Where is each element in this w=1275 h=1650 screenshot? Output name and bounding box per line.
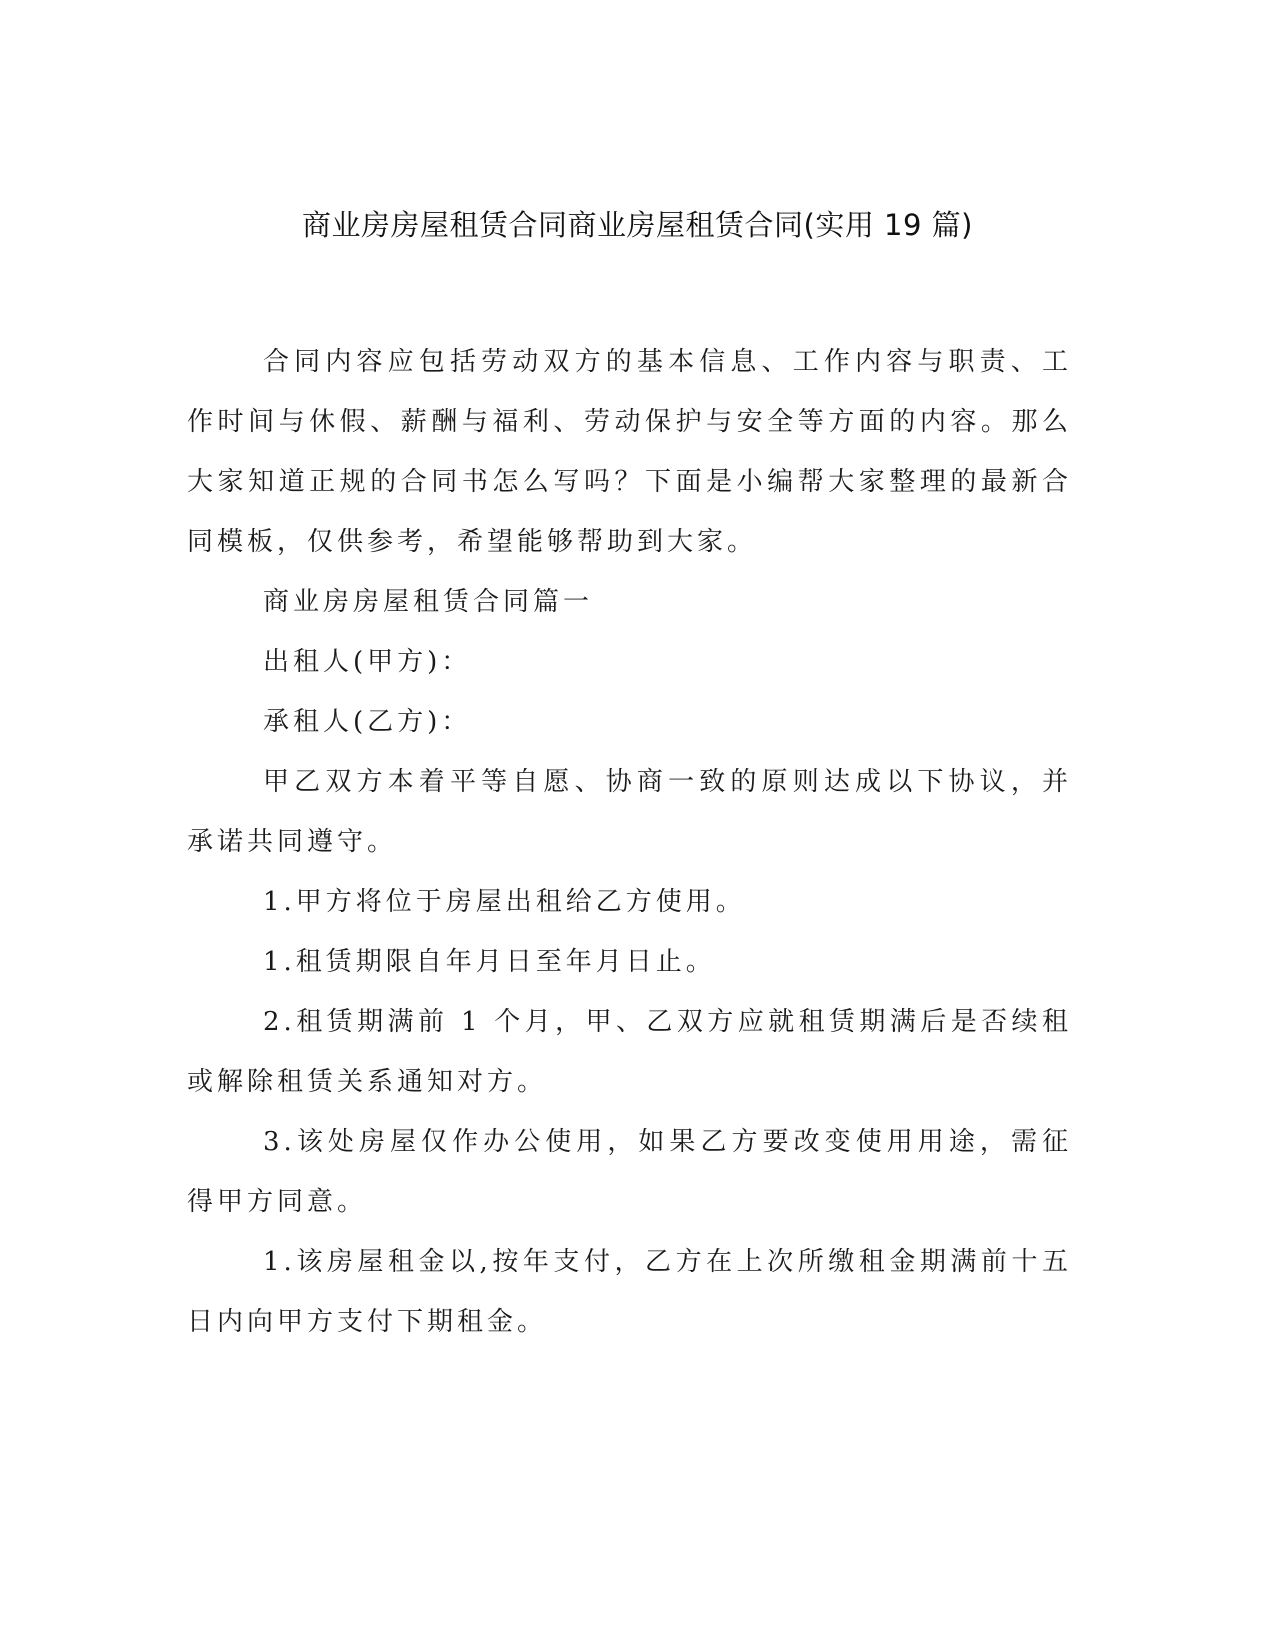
agreement-paragraph: 甲乙双方本着平等自愿、协商一致的原则达成以下协议，并承诺共同遵守。 [187, 767, 1072, 857]
clause-paragraph: 2.租赁期满前 1 个月，甲、乙双方应就租赁期满后是否续租或解除租赁关系通知对方。 [187, 1007, 1072, 1097]
clause-paragraph: 1.租赁期限自年月日至年月日止。 [263, 947, 716, 977]
section-heading: 商业房房屋租赁合同篇一 [263, 587, 594, 617]
document-body [187, 332, 1072, 1352]
clause-paragraph: 1.甲方将位于房屋出租给乙方使用。 [263, 887, 746, 917]
intro-paragraph: 合同内容应包括劳动双方的基本信息、工作内容与职责、工作时间与休假、薪酬与福利、劳动保护与安全等方面的内容。那么大家知道正规的合同书怎么写吗？下面是小编帮大家整理的最新合同模板，仅供参考，希望能够帮助到大家。 [187, 347, 1072, 557]
clause-paragraph: 3.该处房屋仅作办公使用，如果乙方要改变使用用途，需征得甲方同意。 [187, 1127, 1072, 1217]
lessor-line: 出租人(甲方)： [263, 647, 472, 677]
clause-paragraph: 1.该房屋租金以,按年支付，乙方在上次所缴租金期满前十五日内向甲方支付下期租金。 [187, 1247, 1072, 1337]
document-title: 商业房房屋租赁合同商业房屋租赁合同(实用 19 篇) [302, 208, 973, 242]
lessee-line: 承租人(乙方)： [263, 707, 472, 737]
